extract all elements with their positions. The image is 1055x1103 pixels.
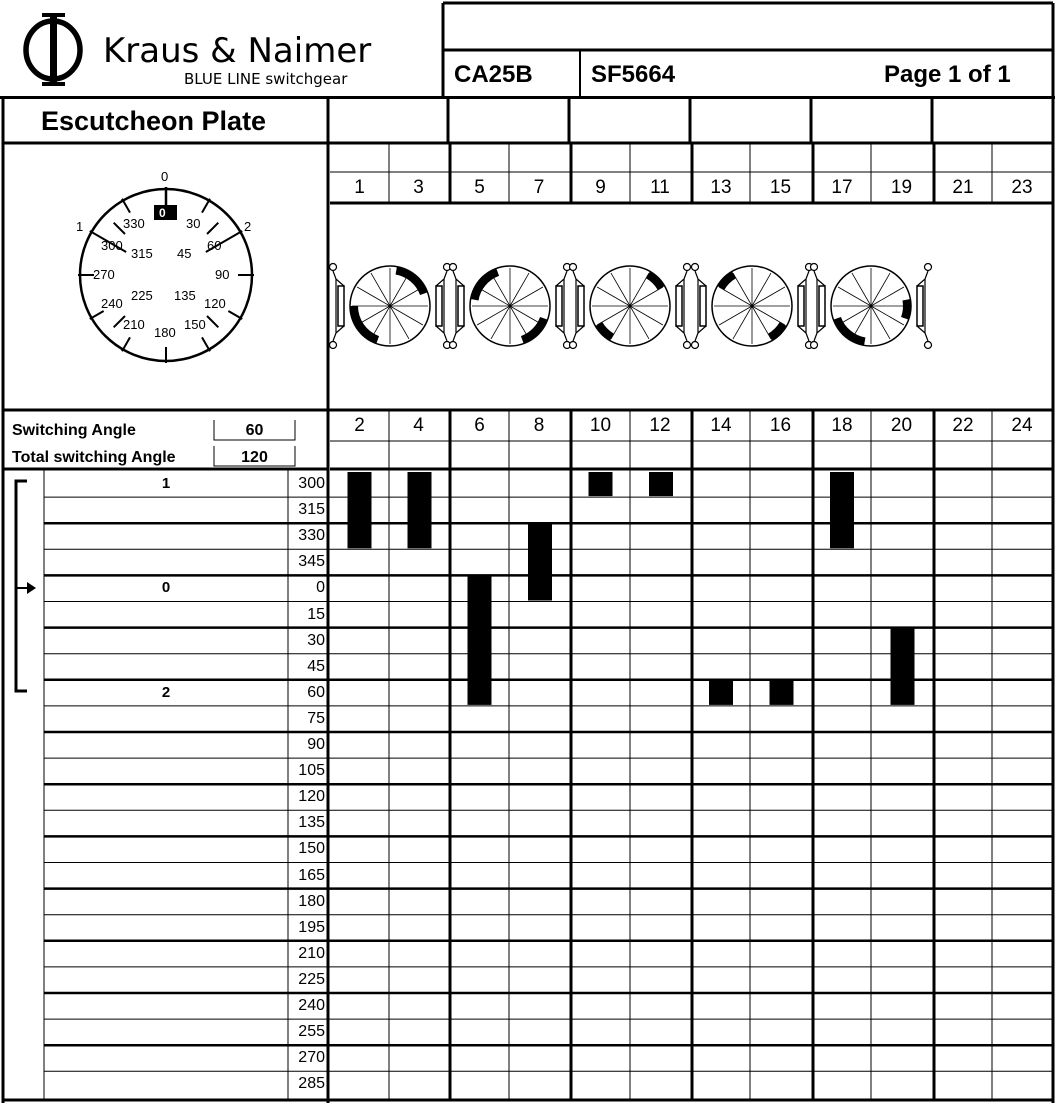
contact-bar-11-12 <box>649 472 673 496</box>
terminal-bottom-12: 12 <box>649 415 671 436</box>
dial-tick <box>207 316 218 327</box>
terminal-bottom-10: 10 <box>589 415 612 436</box>
table-angle-label: 30 <box>307 631 325 649</box>
table-angle-label: 285 <box>298 1075 325 1093</box>
table-angle-label: 165 <box>298 866 325 884</box>
dial-angle-300: 300 <box>101 238 123 253</box>
model-number: CA25B <box>454 61 533 88</box>
contact-bar-5-6 <box>468 576 492 705</box>
dial-angle-45: 45 <box>177 246 192 261</box>
position-arrow-icon <box>27 582 36 594</box>
dial-angle-270: 270 <box>93 267 115 282</box>
table-position-label: 0 <box>161 579 171 597</box>
dial-angle-240: 240 <box>101 296 123 311</box>
sheet-frame <box>0 3 1055 1103</box>
terminal-top-15: 15 <box>769 177 792 198</box>
dial-tick <box>202 199 210 213</box>
terminal-bottom-24: 24 <box>1011 415 1033 436</box>
switching-angle-label: Switching Angle <box>12 422 136 439</box>
table-angle-label: 255 <box>298 1023 325 1041</box>
table-angle-label: 90 <box>307 736 325 754</box>
table-position-label: 1 <box>161 475 171 493</box>
table-angle-label: 195 <box>298 918 325 936</box>
terminal-top-7: 7 <box>533 177 545 198</box>
dial-angle-90: 90 <box>215 267 230 282</box>
cam-diagram-3 <box>570 264 691 349</box>
table-angle-label: 270 <box>298 1049 325 1067</box>
terminal-bottom-4: 4 <box>413 415 424 436</box>
contact-bar-13-14 <box>709 681 733 705</box>
escutcheon-title: Escutcheon Plate <box>41 106 267 136</box>
dial-angle-120: 120 <box>204 296 226 311</box>
terminal-bottom-20: 20 <box>890 415 913 436</box>
terminal-bottom-22: 22 <box>952 415 974 436</box>
terminal-bottom-18: 18 <box>831 415 853 436</box>
cam-diagram-4 <box>692 264 813 349</box>
position-bracket <box>16 481 27 691</box>
table-angle-label: 345 <box>298 553 325 571</box>
contact-bar-7-8 <box>528 524 552 600</box>
dial-angle-135: 135 <box>174 288 196 303</box>
table-angle-label: 180 <box>298 892 325 910</box>
table-angle-label: 75 <box>307 709 325 727</box>
terminal-top-19: 19 <box>890 177 913 198</box>
table-angle-label: 120 <box>298 788 325 806</box>
terminal-bottom-2: 2 <box>354 415 365 436</box>
terminal-top-1: 1 <box>354 177 365 198</box>
terminal-top-21: 21 <box>952 177 974 198</box>
table-angle-label: 60 <box>307 683 325 701</box>
table-angle-label: 45 <box>307 657 325 675</box>
dial-angle-150: 150 <box>184 317 206 332</box>
terminal-top-3: 3 <box>413 177 424 198</box>
dial-angle-30: 30 <box>186 216 201 231</box>
dial-angle-180: 180 <box>154 325 176 340</box>
dial-tick <box>122 199 130 213</box>
dial-tick <box>207 223 218 234</box>
contact-bar-1-2 <box>348 472 372 548</box>
terminal-bottom-8: 8 <box>533 415 545 436</box>
kn-logo-icon <box>26 13 80 86</box>
terminal-top-5: 5 <box>474 177 485 198</box>
table-angle-label: 240 <box>298 997 325 1015</box>
table-angle-label: 135 <box>298 814 325 832</box>
dial-tick <box>90 311 104 319</box>
dial-angle-225: 225 <box>131 288 153 303</box>
terminal-top-17: 17 <box>831 177 853 198</box>
terminal-top-9: 9 <box>595 177 606 198</box>
terminal-bottom-16: 16 <box>769 415 792 436</box>
dial-angle-330: 330 <box>123 216 145 231</box>
table-angle-label: 150 <box>298 840 325 858</box>
terminal-top-23: 23 <box>1011 177 1033 198</box>
cam-diagram-5 <box>811 264 932 349</box>
dial-tick <box>122 337 130 351</box>
table-angle-label: 300 <box>298 475 325 493</box>
table-angle-label: 315 <box>298 501 325 519</box>
table-angle-label: 105 <box>298 762 325 780</box>
drawing-number: SF5664 <box>591 61 676 88</box>
contact-bar-9-10 <box>589 472 613 496</box>
cam-diagrams <box>330 264 932 349</box>
dial-angle-60: 60 <box>207 238 222 253</box>
dial-position-0: 0 <box>161 169 169 184</box>
contact-bar-15-16 <box>770 681 794 705</box>
contact-bar-3-4 <box>408 472 432 548</box>
table-angle-label: 210 <box>298 944 325 962</box>
dial-angle-210: 210 <box>123 317 145 332</box>
dial-position-1: 1 <box>76 219 84 234</box>
contact-closure-bars <box>348 472 915 705</box>
contact-bar-19-20 <box>891 629 915 705</box>
contact-bar-17-18 <box>830 472 854 548</box>
table-angle-label: 15 <box>307 605 325 623</box>
switching-angle-value: 60 <box>245 422 264 439</box>
terminal-top-11: 11 <box>650 177 670 198</box>
total-switching-angle-label: Total switching Angle <box>12 449 176 466</box>
dial-selected-angle: 0 <box>159 206 166 220</box>
dial-tick <box>202 337 210 351</box>
total-switching-angle-value: 120 <box>241 449 268 466</box>
terminal-top-13: 13 <box>710 177 732 198</box>
table-angle-label: 0 <box>316 579 325 597</box>
cam-diagram-1 <box>330 264 451 349</box>
table-angle-label: 330 <box>298 527 325 545</box>
table-position-label: 2 <box>161 683 171 701</box>
cam-diagram-2 <box>450 264 571 349</box>
terminal-bottom-6: 6 <box>474 415 485 436</box>
dial-position-2: 2 <box>244 219 252 234</box>
terminal-bottom-14: 14 <box>710 415 732 436</box>
brand-name: Kraus & Naimer <box>103 31 372 71</box>
brand-tagline: BLUE LINE switchgear <box>184 70 348 88</box>
dial-tick <box>228 311 242 319</box>
page-indicator: Page 1 of 1 <box>884 61 1011 88</box>
table-angle-label: 225 <box>298 970 325 988</box>
dial-angle-315: 315 <box>131 246 153 261</box>
